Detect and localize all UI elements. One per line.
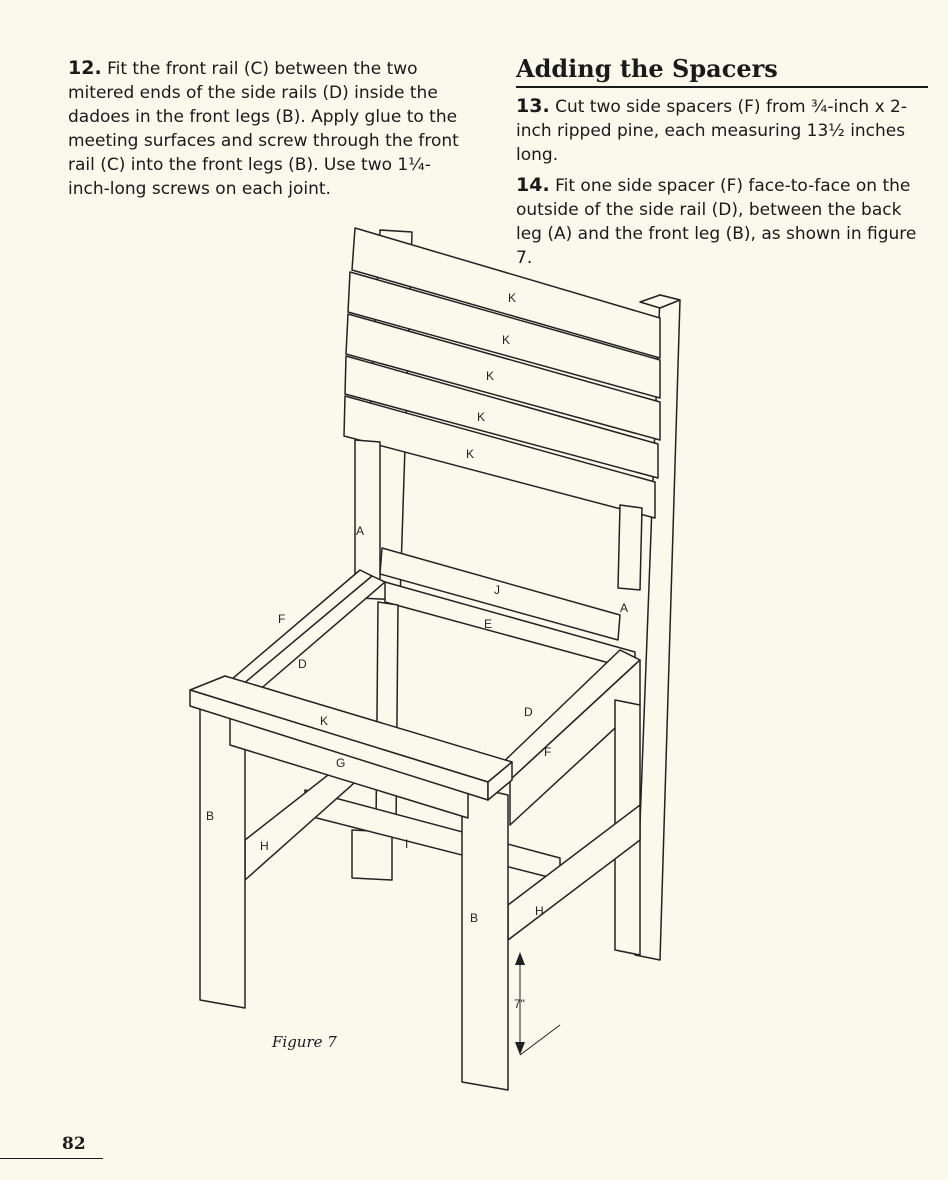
- side-rail-left: [236, 575, 385, 698]
- back-left-foot: [352, 830, 392, 880]
- label-k-front: K: [320, 714, 329, 728]
- label-d-right: D: [524, 705, 533, 719]
- left-column: [68, 56, 468, 207]
- page-number: 82: [62, 1134, 86, 1154]
- dimension-arrow-top: [515, 952, 525, 965]
- figure-caption: Figure 7: [272, 1033, 337, 1051]
- label-d-left: D: [298, 657, 307, 671]
- label-h-right: H: [535, 904, 544, 918]
- chair-diagram: [0, 200, 948, 1100]
- side-spacer-left: [225, 570, 372, 690]
- label-k2: K: [502, 333, 511, 347]
- label-h-left: H: [260, 839, 269, 853]
- dimension-arrow-bottom: [515, 1042, 525, 1055]
- label-e: E: [484, 617, 493, 631]
- label-f-left: F: [278, 612, 286, 626]
- label-a-left: A: [356, 524, 365, 538]
- label-a-right: A: [620, 601, 629, 615]
- page-number-rule: [0, 1158, 103, 1159]
- label-b-right: B: [470, 911, 479, 925]
- label-f-right: F: [544, 745, 552, 759]
- step-13-number: 13.: [516, 95, 550, 117]
- label-j: J: [494, 583, 500, 597]
- back-post-left-lower: [355, 440, 380, 580]
- label-i: I: [405, 837, 409, 851]
- label-k4: K: [477, 410, 486, 424]
- label-k3: K: [486, 369, 495, 383]
- back-post-right-lower: [618, 505, 642, 590]
- section-heading: Adding the Spacers: [516, 54, 928, 88]
- label-dimension: 7": [514, 997, 525, 1011]
- front-leg-right: [462, 785, 508, 1090]
- step-13-text: Cut two side spacers (F) from ¾-inch x 2-inch ripped pine, each measuring 13½ inches long.: [516, 97, 907, 165]
- front-leg-left: [200, 705, 245, 1008]
- step-13: [516, 94, 928, 167]
- label-k5: K: [466, 447, 475, 461]
- step-14-number: 14.: [516, 174, 550, 196]
- step-14-text: Fit one side spacer (F) face-to-face on the outside of the side rail (D), between the back leg (A) and the front leg (B), as shown in figure 7.: [516, 176, 917, 268]
- step-12-text: Fit the front rail (C) between the two mitered ends of the side rails (D) inside the dadoes in the front legs (B). Apply glue to the meeting surfaces and screw through the front rail (C) into the front legs (B). Use two 1¼-inch-long screws on each joint.: [68, 59, 459, 199]
- dimension-extension: [520, 1025, 560, 1055]
- label-b-left: B: [206, 809, 215, 823]
- label-g: G: [336, 756, 346, 770]
- step-12-number: 12.: [68, 57, 102, 79]
- step-12: [68, 56, 468, 201]
- label-k1: K: [508, 291, 517, 305]
